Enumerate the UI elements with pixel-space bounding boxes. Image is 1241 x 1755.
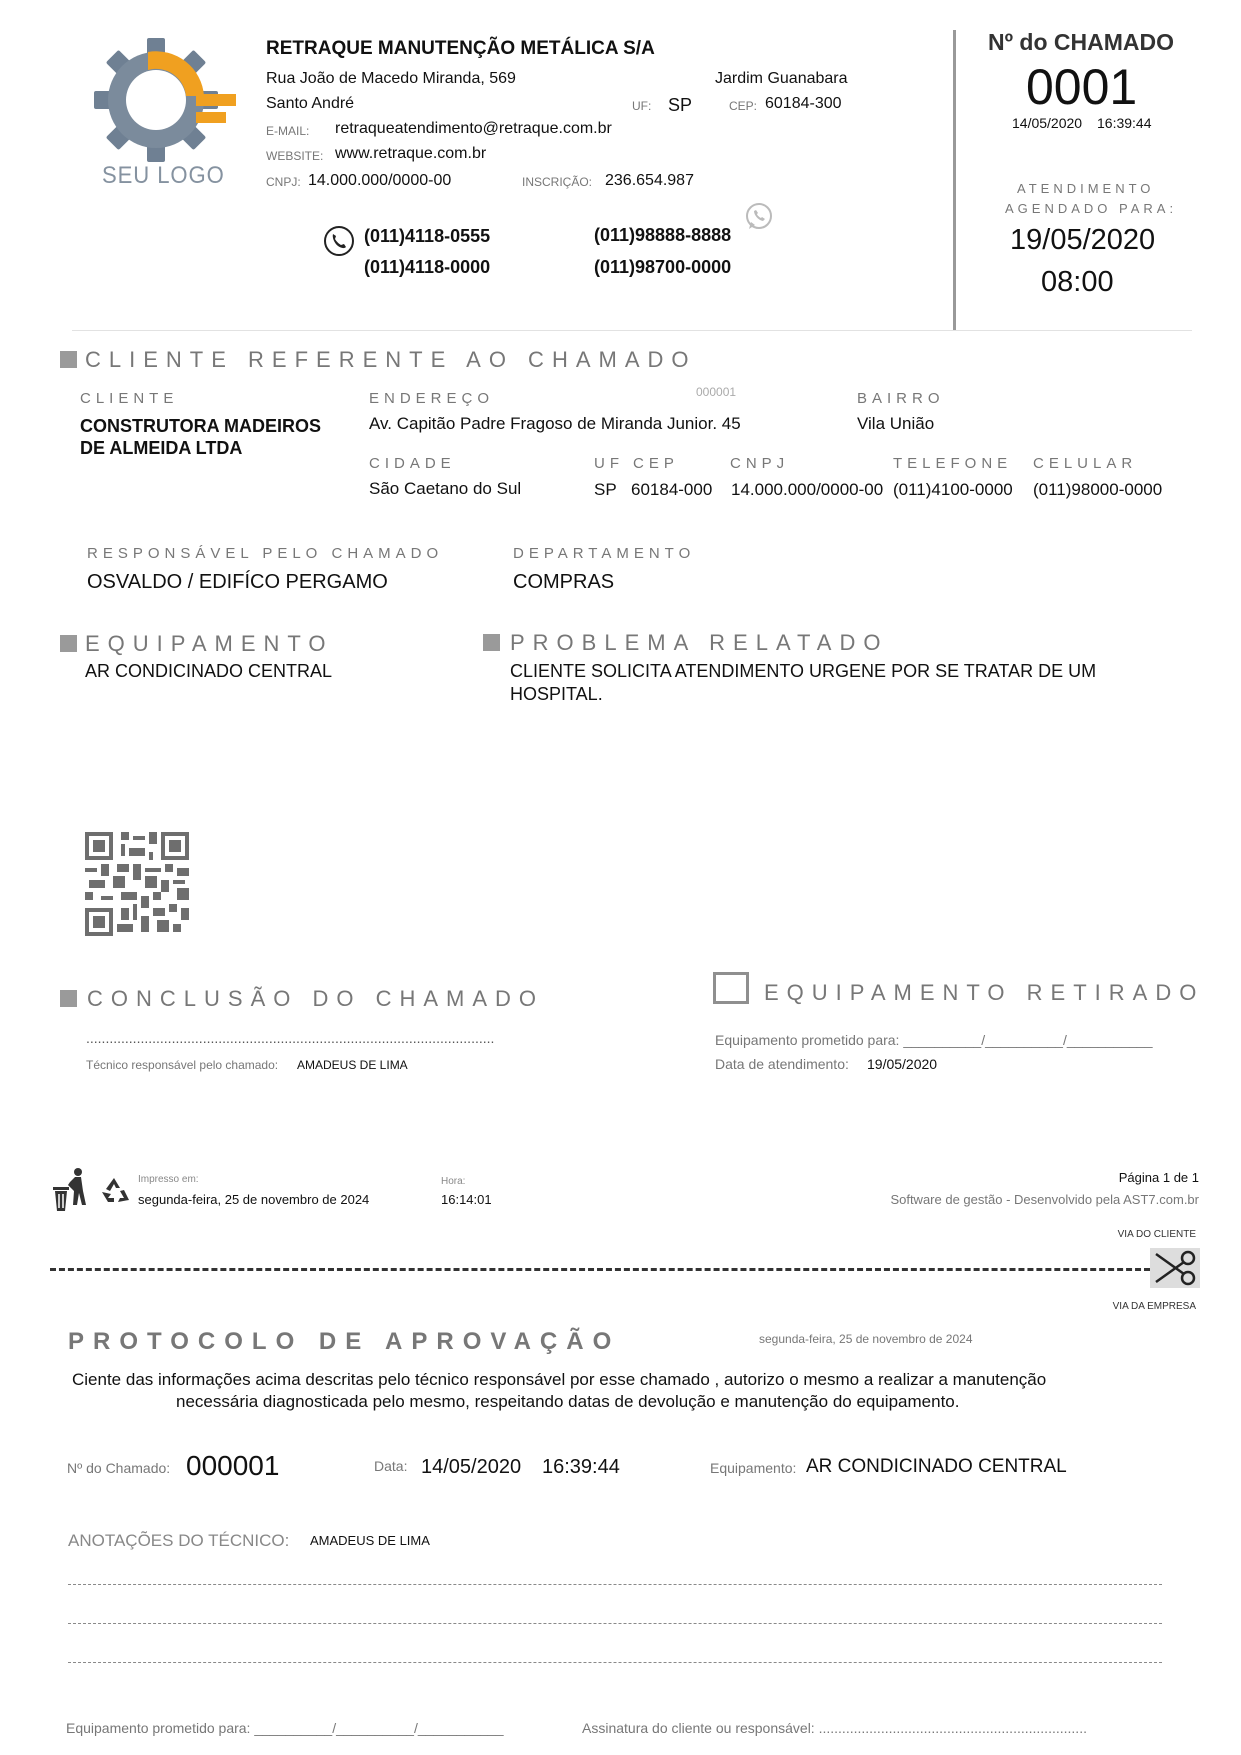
protocol-text-1: Ciente das informações acima descritas pelo técnico responsável por esse chamado , autorizo o mesmo a realizar a manutenção [72, 1370, 1047, 1389]
conclusion-tech: AMADEUS DE LIMA [297, 1058, 408, 1072]
annotation-line[interactable] [68, 1662, 1162, 1663]
retired-title: EQUIPAMENTO RETIRADO [764, 980, 1205, 1005]
client-section-title: CLIENTE REFERENTE AO CHAMADO [85, 347, 697, 372]
scheduled-date: 19/05/2020 [1010, 224, 1156, 256]
telefone: (011)4100-0000 [893, 480, 1013, 499]
uf: SP [594, 480, 617, 499]
protocol-promised: Equipamento prometido para: __________/__________/___________ [66, 1720, 504, 1736]
conclusion-tech-label: Técnico responsável pelo chamado: [86, 1058, 279, 1072]
company-mobile-1: (011)98888-8888 [594, 225, 732, 245]
departamento: COMPRAS [513, 571, 615, 593]
company-website-label: WEBSITE: [266, 149, 324, 163]
scissors-icon [1150, 1248, 1200, 1288]
cidade: São Caetano do Sul [369, 479, 522, 498]
gear-logo-icon [88, 34, 238, 169]
problem-line-2: HOSPITAL. [510, 684, 603, 704]
company-street: Rua João de Macedo Miranda, 569 [266, 70, 516, 87]
endereco-label: ENDEREÇO [369, 390, 495, 407]
company-mobile-2: (011)98700-0000 [594, 257, 732, 277]
company-phone-1: (011)4118-0555 [364, 226, 491, 246]
ticket-number: 0001 [1026, 59, 1138, 115]
retired-promised: Equipamento prometido para: __________/__________/___________ [715, 1032, 1153, 1048]
company-email: retraqueatendimento@retraque.com.br [335, 120, 612, 137]
problem-title: PROBLEMA RELATADO [510, 630, 889, 655]
protocol-date: segunda-feira, 25 de novembro de 2024 [759, 1332, 973, 1346]
protocol-data-label: Data: [374, 1458, 408, 1474]
departamento-label: DEPARTAMENTO [513, 545, 696, 562]
company-cep-label: CEP: [729, 99, 758, 113]
company-cnpj-label: CNPJ: [266, 175, 301, 189]
company-cep: 60184-300 [765, 95, 842, 112]
scheduled-time: 08:00 [1041, 266, 1114, 298]
cnpj-label: CNPJ [730, 455, 790, 472]
company-logo [88, 34, 238, 194]
company-website: www.retraque.com.br [335, 145, 487, 162]
printed-date: segunda-feira, 25 de novembro de 2024 [138, 1192, 370, 1207]
annotation-line[interactable] [68, 1584, 1162, 1585]
celular-label: CELULAR [1033, 455, 1138, 472]
company-uf-label: UF: [632, 99, 652, 113]
anotacoes-label: ANOTAÇÕES DO TÉCNICO: [68, 1531, 290, 1550]
company-email-label: E-MAIL: [266, 124, 310, 138]
recycle-icon [98, 1176, 130, 1206]
cidade-label: CIDADE [369, 455, 456, 472]
bairro-label: BAIRRO [857, 390, 945, 407]
protocol-chamado: 000001 [186, 1450, 280, 1481]
header-bottom-rule [72, 330, 1192, 331]
signature-line[interactable]: Assinatura do cliente ou responsável: ..................................................................... [582, 1720, 1087, 1736]
conclusion-title: CONCLUSÃO DO CHAMADO [87, 986, 545, 1011]
scheduled-label-2: AGENDADO PARA: [1005, 201, 1178, 216]
hora: 16:14:01 [441, 1192, 492, 1207]
retired-attendance-label: Data de atendimento: [715, 1056, 849, 1072]
ticket-time: 16:39:44 [1097, 115, 1152, 131]
cut-line [50, 1268, 1150, 1271]
ticket-date: 14/05/2020 [1012, 115, 1083, 131]
section-marker [60, 635, 77, 652]
retired-attendance-date: 19/05/2020 [867, 1056, 938, 1072]
company-inscricao: 236.654.987 [605, 172, 694, 189]
protocol-hora: 16:39:44 [542, 1456, 620, 1478]
annotation-line[interactable] [68, 1623, 1162, 1624]
celular: (011)98000-0000 [1033, 480, 1163, 499]
cep: 60184-000 [631, 480, 713, 499]
section-marker [483, 634, 500, 651]
bairro: Vila União [857, 414, 935, 433]
responsavel: OSVALDO / EDIFÍCO PERGAMO [87, 571, 388, 593]
phone-icon [323, 225, 355, 257]
cliente-label: CLIENTE [80, 390, 179, 407]
conclusion-dots: ......................................................................................................... [86, 1030, 495, 1046]
header-divider [953, 30, 956, 330]
software-credit: Software de gestão - Desenvolvido pela AST7.com.br [890, 1192, 1199, 1207]
trash-person-icon [50, 1167, 90, 1213]
equipment-value: AR CONDICINADO CENTRAL [85, 661, 333, 681]
qr-code-icon [85, 832, 189, 936]
company-inscricao-label: INSCRIÇÃO: [522, 175, 593, 189]
via-empresa: VIA DA EMPRESA [1112, 1301, 1196, 1312]
page-number: Página 1 de 1 [1118, 1170, 1199, 1185]
protocol-chamado-label: Nº do Chamado: [67, 1460, 171, 1476]
scheduled-label-1: ATENDIMENTO [1017, 181, 1155, 196]
company-district: Jardim Guanabara [715, 70, 848, 87]
company-city: Santo André [266, 95, 355, 112]
company-uf: SP [668, 95, 693, 115]
via-cliente: VIA DO CLIENTE [1117, 1229, 1196, 1240]
company-name: RETRAQUE MANUTENÇÃO METÁLICA S/A [266, 38, 655, 59]
protocol-text-2: necessária diagnosticada pelo mesmo, respeitando datas de devolução e manutenção do equipamento. [176, 1392, 960, 1411]
equipment-title: EQUIPAMENTO [85, 631, 334, 656]
endereco: Av. Capitão Padre Fragoso de Miranda Junior. 45 [369, 414, 741, 433]
section-marker [60, 351, 77, 368]
ticket-title: Nº do CHAMADO [988, 29, 1174, 55]
cep-label: CEP [633, 455, 679, 472]
client-code: 000001 [696, 385, 737, 399]
hora-label: Hora: [441, 1176, 466, 1187]
retired-checkbox[interactable] [713, 972, 749, 1004]
problem-line-1: CLIENTE SOLICITA ATENDIMENTO URGENE POR SE TRATAR DE UM [510, 661, 1097, 681]
protocol-data: 14/05/2020 [421, 1456, 522, 1478]
company-cnpj: 14.000.000/0000-00 [308, 172, 452, 189]
responsavel-label: RESPONSÁVEL PELO CHAMADO [87, 545, 444, 562]
logo-text: SEU LOGO [102, 162, 225, 189]
company-phone-2: (011)4118-0000 [364, 257, 491, 277]
protocol-equip-label: Equipamento: [710, 1460, 797, 1476]
cliente-name-2: DE ALMEIDA LTDA [80, 438, 243, 458]
telefone-label: TELEFONE [893, 455, 1013, 472]
cliente-name-1: CONSTRUTORA MADEIROS [80, 416, 322, 436]
protocol-title: PROTOCOLO DE APROVAÇÃO [68, 1328, 621, 1355]
whatsapp-icon [744, 202, 774, 232]
uf-label: UF [594, 455, 624, 472]
section-marker [60, 990, 77, 1007]
protocol-equip: AR CONDICINADO CENTRAL [806, 1456, 1067, 1477]
printed-label: Impresso em: [138, 1174, 199, 1185]
anotacoes-value: AMADEUS DE LIMA [310, 1533, 430, 1548]
cnpj: 14.000.000/0000-00 [731, 480, 884, 499]
